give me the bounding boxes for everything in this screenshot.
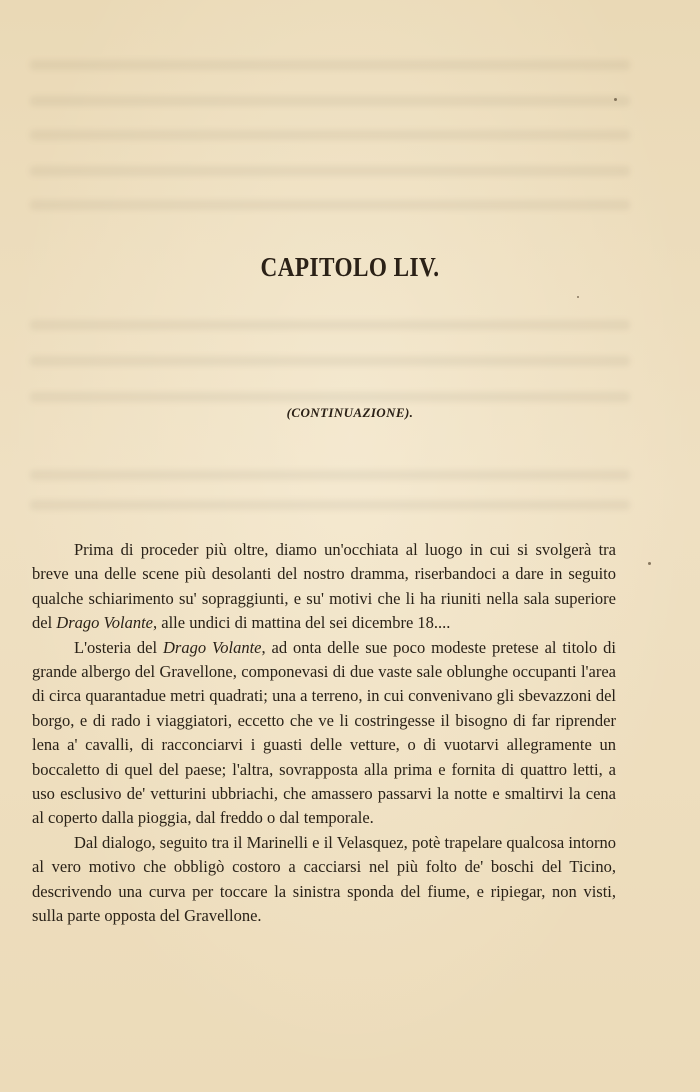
show-through-band xyxy=(30,320,630,330)
place-name: Drago Volante xyxy=(163,637,262,657)
show-through-band xyxy=(30,60,630,70)
show-through-band xyxy=(30,500,630,510)
paragraph: L'osteria del Drago Volante, ad onta delle sue poco modeste pretese al titolo di grande albergo del Gravellone, componevasi di due vaste sale oblunghe occupanti l'area di circa quarantadue metri quadrati; una a terreno, in cui convenivano gli sbevazzoni del borgo, e di rado i viaggiatori, eccetto che ve li costringesse il bisogno di far riprender lena a' cavalli, di racconciarvi i guasti delle vetture, o di vuotarvi allegramente un boccaletto di quel del paese; l'altra, sovrapposta alla prima e fornita di quattro letti, a uso esclusivo de' vetturini ubbriachi, che amassero passarvi la notte e smaltirvi la cena al coperto dalla pioggia, dal freddo o dal temporale. xyxy=(32,637,616,828)
paragraph: Prima di proceder più oltre, diamo un'occhiata al luogo in cui si svolgerà tra breve una delle scene più desolanti del nostro dramma, riserbandoci a dare in seguito qualche schiarimento su' sopraggiunti, e su' motivi che li ha riuniti nella sala superiore del Drago Volante, alle undici di mattina del sei dicembre 18.... xyxy=(32,540,616,633)
show-through-band xyxy=(30,200,630,210)
place-name: Drago Volante xyxy=(56,613,154,633)
chapter-heading: CAPITOLO LIV. xyxy=(260,252,440,282)
show-through-band xyxy=(30,166,630,176)
show-through-band xyxy=(30,130,630,140)
show-through-band xyxy=(30,96,630,106)
chapter-subtitle: (CONTINUAZIONE). xyxy=(286,405,414,420)
paper-speck xyxy=(614,98,617,101)
body-text xyxy=(32,538,616,929)
paper-speck xyxy=(577,296,579,298)
show-through-band xyxy=(30,356,630,366)
show-through-band xyxy=(30,392,630,402)
show-through-band xyxy=(30,470,630,480)
paragraph: Dal dialogo, seguito tra il Marinelli e il Velasquez, potè trapelare qualcosa intorno al vero motivo che obbligò costoro a cacciarsi nel più folto de' boschi del Ticino, descrivendo una curva per toccare la sinistra sponda del fiume, e ripiegar, non visti, sulla parte opposta del Gravellone. xyxy=(32,832,616,926)
paper-speck xyxy=(648,562,651,565)
